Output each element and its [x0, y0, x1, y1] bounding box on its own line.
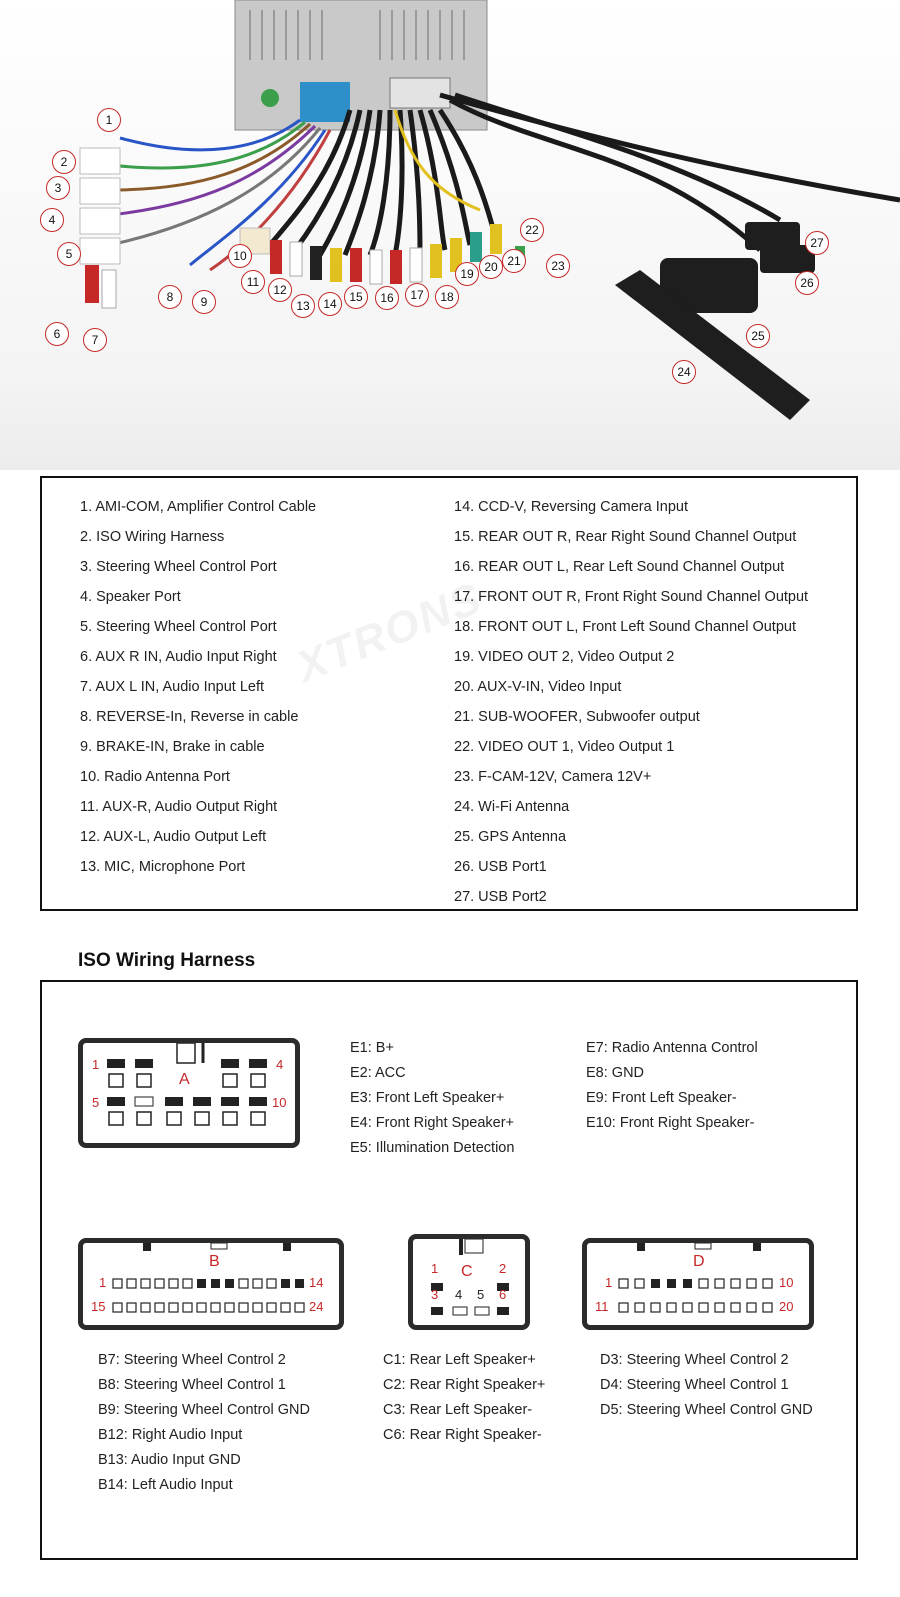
callout-15: 15: [344, 285, 368, 309]
connector-d: [582, 1238, 814, 1330]
port-list-left: [80, 492, 316, 882]
pin-desc: B14: Left Audio Input: [98, 1477, 233, 1493]
connector-c-pin-6: 6: [499, 1287, 507, 1302]
pin-desc: D3: Steering Wheel Control 2: [600, 1352, 789, 1368]
callout-10: 10: [228, 244, 252, 268]
connector-c-pin-2: 2: [499, 1261, 507, 1276]
connector-a-pin-5: 5: [92, 1095, 100, 1110]
connector-d-pin-11: 11: [595, 1299, 609, 1314]
callout-20: 20: [479, 255, 503, 279]
connector-b-pin-14: 14: [309, 1275, 324, 1290]
callout-22: 22: [520, 218, 544, 242]
callout-3: 3: [46, 176, 70, 200]
e-pins-right: [586, 1036, 758, 1136]
port-item: 22. VIDEO OUT 1, Video Output 1: [454, 739, 675, 755]
port-item: 17. FRONT OUT R, Front Right Sound Channel Output: [454, 589, 809, 605]
callout-6: 6: [45, 322, 69, 346]
pin-desc: E4: Front Right Speaker+: [350, 1115, 515, 1131]
pin-desc: B8: Steering Wheel Control 1: [98, 1377, 286, 1393]
port-item: 5. Steering Wheel Control Port: [80, 619, 277, 635]
pin-desc: C1: Rear Left Speaker+: [383, 1352, 536, 1368]
connector-c-pin-1: 1: [431, 1261, 439, 1276]
callout-26: 26: [795, 271, 819, 295]
pin-desc: E1: B+: [350, 1040, 394, 1056]
pin-desc: E2: ACC: [350, 1065, 406, 1081]
port-item: 14. CCD-V, Reversing Camera Input: [454, 499, 688, 515]
connector-d-label: D: [693, 1253, 705, 1270]
port-item: 21. SUB-WOOFER, Subwoofer output: [454, 709, 700, 725]
pin-desc: C6: Rear Right Speaker-: [383, 1427, 542, 1443]
wiring-illustration: [0, 0, 900, 470]
callout-7: 7: [83, 328, 107, 352]
callout-4: 4: [40, 208, 64, 232]
port-item: 23. F-CAM-12V, Camera 12V+: [454, 769, 652, 785]
pin-desc: C2: Rear Right Speaker+: [383, 1377, 546, 1393]
connector-a-pin-4: 4: [276, 1057, 284, 1072]
port-item: 9. BRAKE-IN, Brake in cable: [80, 739, 265, 755]
pin-desc: E8: GND: [586, 1065, 645, 1081]
e-pins-left: [350, 1036, 514, 1161]
connector-b-pin-24: 24: [309, 1299, 324, 1314]
connector-a-pin-10: 10: [272, 1095, 287, 1110]
pin-desc: D5: Steering Wheel Control GND: [600, 1402, 813, 1418]
b-pins: [98, 1348, 310, 1498]
callout-21: 21: [502, 249, 526, 273]
callout-11: 11: [241, 270, 265, 294]
iso-harness-box: [40, 980, 858, 1560]
port-list-box: [40, 476, 858, 911]
callout-5: 5: [57, 242, 81, 266]
callout-14: 14: [318, 292, 342, 316]
connector-c-pin-4: 4: [455, 1287, 463, 1302]
callout-16: 16: [375, 286, 399, 310]
port-item: 24. Wi-Fi Antenna: [454, 799, 570, 815]
port-item: 6. AUX R IN, Audio Input Right: [80, 649, 277, 665]
product-photo: [0, 0, 900, 470]
callout-1: 1: [97, 108, 121, 132]
pin-desc: E3: Front Left Speaker+: [350, 1090, 505, 1106]
callout-17: 17: [405, 283, 429, 307]
port-item: 26. USB Port1: [454, 859, 547, 875]
port-item: 20. AUX-V-IN, Video Input: [454, 679, 622, 695]
callout-25: 25: [746, 324, 770, 348]
port-item: 2. ISO Wiring Harness: [80, 529, 225, 545]
callout-27: 27: [805, 231, 829, 255]
pin-desc: B9: Steering Wheel Control GND: [98, 1402, 310, 1418]
callout-18: 18: [435, 285, 459, 309]
connector-b: [78, 1238, 344, 1330]
connector-c-label: C: [461, 1263, 473, 1280]
port-item: 16. REAR OUT L, Rear Left Sound Channel Output: [454, 559, 785, 575]
port-item: 4. Speaker Port: [80, 589, 181, 605]
connector-c: [408, 1234, 530, 1330]
connector-a-label: A: [179, 1071, 190, 1088]
iso-section-title: ISO Wiring Harness: [78, 950, 256, 971]
pin-desc: C3: Rear Left Speaker-: [383, 1402, 533, 1418]
port-item: 18. FRONT OUT L, Front Left Sound Channel Output: [454, 619, 796, 635]
port-list-right: [454, 492, 808, 912]
connector-c-pin-3: 3: [431, 1287, 439, 1302]
connector-b-pin-15: 15: [91, 1299, 106, 1314]
pin-desc: B7: Steering Wheel Control 2: [98, 1352, 286, 1368]
callout-23: 23: [546, 254, 570, 278]
port-item: 13. MIC, Microphone Port: [80, 859, 246, 875]
port-item: 12. AUX-L, Audio Output Left: [80, 829, 267, 845]
callout-8: 8: [158, 285, 182, 309]
connector-d-pin-20: 20: [779, 1299, 794, 1314]
port-item: 15. REAR OUT R, Rear Right Sound Channel Output: [454, 529, 797, 545]
pin-desc: D4: Steering Wheel Control 1: [600, 1377, 789, 1393]
pin-desc: B12: Right Audio Input: [98, 1427, 243, 1443]
callout-12: 12: [268, 278, 292, 302]
connector-c-pin-5: 5: [477, 1287, 485, 1302]
port-item: 10. Radio Antenna Port: [80, 769, 230, 785]
pin-desc: E9: Front Left Speaker-: [586, 1090, 737, 1106]
pin-desc: E10: Front Right Speaker-: [586, 1115, 755, 1131]
connector-a-pin-1: 1: [92, 1057, 100, 1072]
port-item: 11. AUX-R, Audio Output Right: [80, 799, 278, 815]
port-item: 19. VIDEO OUT 2, Video Output 2: [454, 649, 675, 665]
connector-d-pin-1: 1: [605, 1275, 613, 1290]
connector-a: [78, 1038, 300, 1148]
callout-19: 19: [455, 262, 479, 286]
pin-desc: B13: Audio Input GND: [98, 1452, 241, 1468]
callout-2: 2: [52, 150, 76, 174]
port-item: 27. USB Port2: [454, 889, 547, 905]
callout-9: 9: [192, 290, 216, 314]
port-item: 1. AMI-COM, Amplifier Control Cable: [80, 499, 317, 515]
callout-24: 24: [672, 360, 696, 384]
callout-13: 13: [291, 294, 315, 318]
connector-b-pin-1: 1: [99, 1275, 107, 1290]
connector-d-pin-10: 10: [779, 1275, 794, 1290]
port-item: 8. REVERSE-In, Reverse in cable: [80, 709, 299, 725]
port-item: 3. Steering Wheel Control Port: [80, 559, 277, 575]
pin-desc: E7: Radio Antenna Control: [586, 1040, 758, 1056]
port-item: 25. GPS Antenna: [454, 829, 567, 845]
d-pins: [600, 1348, 813, 1423]
watermark: XTRONS: [289, 573, 490, 692]
c-pins: [383, 1348, 545, 1448]
connector-b-label: B: [209, 1253, 220, 1270]
pin-desc: E5: Illumination Detection: [350, 1140, 515, 1156]
port-item: 7. AUX L IN, Audio Input Left: [80, 679, 265, 695]
